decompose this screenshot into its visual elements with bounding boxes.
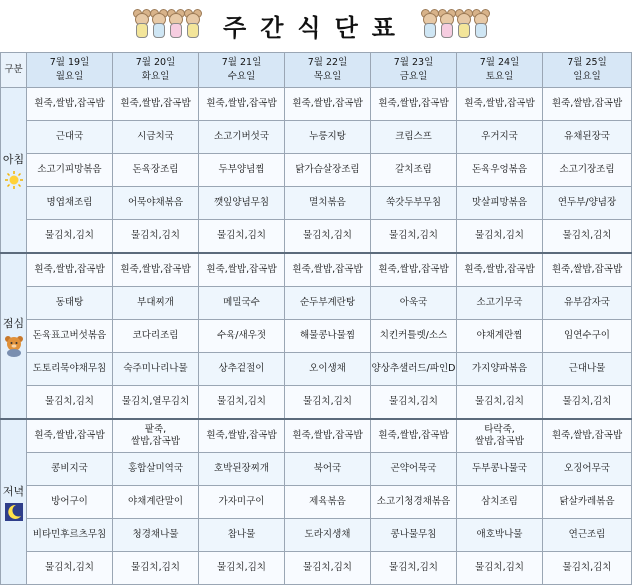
table-row (1, 453, 632, 486)
day-header (113, 53, 199, 88)
menu-cell: 흰죽,쌀밥,잡곡밥 (543, 253, 632, 287)
menu-cell: 흰죽,쌀밥,잡곡밥 (285, 419, 371, 453)
day-weekday: 토요일 (485, 71, 514, 82)
menu-cell: 유부감자국 (543, 287, 632, 320)
menu-cell: 흰죽,쌀밥,잡곡밥 (199, 88, 285, 121)
menu-cell: 치킨커틀렛/소스 (371, 320, 457, 353)
menu-cell: 물김치,김치 (285, 386, 371, 420)
menu-cell: 청경채나물 (113, 519, 199, 552)
menu-cell: 양상추샐러드/파인D (371, 353, 457, 386)
menu-cell: 동태탕 (27, 287, 113, 320)
menu-cell: 수육/새우젓 (199, 320, 285, 353)
day-header (543, 53, 632, 88)
mouse-icon (167, 9, 183, 37)
moon-icon (1, 503, 26, 521)
table-row (1, 486, 632, 519)
meal-label-cell (1, 88, 27, 254)
menu-cell: 삼치조림 (457, 486, 543, 519)
menu-cell: 근대나물 (543, 353, 632, 386)
menu-cell: 아욱국 (371, 287, 457, 320)
day-header (457, 53, 543, 88)
menu-cell: 흰죽,쌀밥,잡곡밥 (457, 253, 543, 287)
menu-cell: 닭가슴살장조림 (285, 154, 371, 187)
menu-cell: 연두부/양념장 (543, 187, 632, 220)
day-weekday: 월요일 (55, 71, 84, 82)
table-row (1, 552, 632, 585)
page-title: 주간식단표 (223, 14, 409, 42)
menu-cell: 북어국 (285, 453, 371, 486)
menu-cell: 소고기장조림 (543, 154, 632, 187)
day-header (285, 53, 371, 88)
menu-cell: 크림스프 (371, 121, 457, 154)
menu-cell: 물김치,김치 (543, 386, 632, 420)
menu-cell: 흰죽,쌀밥,잡곡밥 (199, 253, 285, 287)
table-row (1, 386, 632, 420)
menu-cell: 홍합살미역국 (113, 453, 199, 486)
menu-cell: 흰죽,쌀밥,잡곡밥 (199, 419, 285, 453)
mouse-icon (472, 9, 488, 37)
menu-cell: 우거지국 (457, 121, 543, 154)
day-date: 7월 25일 (567, 57, 607, 68)
menu-cell: 콩비지국 (27, 453, 113, 486)
menu-cell: 돈육장조림 (113, 154, 199, 187)
day-date: 7월 20일 (135, 57, 176, 68)
menu-cell: 물김치,김치 (199, 552, 285, 585)
menu-cell: 오징어무국 (543, 453, 632, 486)
menu-cell: 연근조림 (543, 519, 632, 552)
menu-cell: 물김치,김치 (371, 220, 457, 254)
menu-cell: 맛살피망볶음 (457, 187, 543, 220)
menu-table (0, 52, 632, 585)
menu-cell: 부대찌개 (113, 287, 199, 320)
menu-cell: 방어구이 (27, 486, 113, 519)
menu-cell: 상추겉절이 (199, 353, 285, 386)
menu-cell: 제육볶음 (285, 486, 371, 519)
menu-cell: 흰죽,쌀밥,잡곡밥 (371, 253, 457, 287)
menu-cell: 물김치,김치 (113, 220, 199, 254)
menu-cell: 곤약어묵국 (371, 453, 457, 486)
menu-cell: 물김치,김치 (199, 386, 285, 420)
day-header (371, 53, 457, 88)
menu-cell: 돈육표고버섯볶음 (27, 320, 113, 353)
sun-icon (1, 171, 26, 189)
meal-label: 점심 (2, 317, 25, 330)
menu-cell: 임연수구이 (543, 320, 632, 353)
menu-cell: 팥죽, 쌀밥,잡곡밥 (113, 419, 199, 453)
menu-cell: 유채된장국 (543, 121, 632, 154)
menu-cell: 소고기무국 (457, 287, 543, 320)
menu-cell: 물김치,김치 (371, 552, 457, 585)
menu-cell: 타락죽, 쌀밥,잡곡밥 (457, 419, 543, 453)
menu-cell: 물김치,김치 (285, 552, 371, 585)
menu-cell: 소고기버섯국 (199, 121, 285, 154)
menu-cell: 순두부계란탕 (285, 287, 371, 320)
day-weekday: 화요일 (141, 71, 170, 82)
table-row (1, 154, 632, 187)
menu-cell: 갈치조림 (371, 154, 457, 187)
day-date: 7월 19일 (49, 57, 90, 68)
menu-cell: 콩나물무침 (371, 519, 457, 552)
menu-cell: 흰죽,쌀밥,잡곡밥 (457, 88, 543, 121)
menu-cell: 야채계란말이 (113, 486, 199, 519)
menu-cell: 깻잎양념무침 (199, 187, 285, 220)
menu-cell: 누룽지탕 (285, 121, 371, 154)
menu-cell: 두부양념찜 (199, 154, 285, 187)
day-weekday: 목요일 (313, 71, 342, 82)
day-header (199, 53, 285, 88)
table-row (1, 187, 632, 220)
menu-cell: 비타민후르츠무침 (27, 519, 113, 552)
day-header (27, 53, 113, 88)
day-date: 7월 21일 (221, 57, 262, 68)
menu-cell: 메밀국수 (199, 287, 285, 320)
mouse-icon (455, 9, 471, 37)
mouse-icon (150, 9, 166, 37)
table-row (1, 253, 632, 287)
menu-cell: 명엽채조림 (27, 187, 113, 220)
meal-label-cell (1, 253, 27, 419)
menu-cell: 흰죽,쌀밥,잡곡밥 (285, 253, 371, 287)
menu-cell: 멸치볶음 (285, 187, 371, 220)
menu-cell: 도라지생채 (285, 519, 371, 552)
menu-cell: 오이생채 (285, 353, 371, 386)
menu-cell: 물김치,김치 (457, 386, 543, 420)
menu-cell: 어묵야채볶음 (113, 187, 199, 220)
menu-cell: 흰죽,쌀밥,잡곡밥 (113, 88, 199, 121)
table-row (1, 88, 632, 121)
mouse-icon (421, 9, 437, 37)
menu-cell: 물김치,김치 (199, 220, 285, 254)
menu-cell: 흰죽,쌀밥,잡곡밥 (27, 88, 113, 121)
menu-cell: 물김치,김치 (457, 552, 543, 585)
day-weekday: 수요일 (227, 71, 256, 82)
menu-cell: 쑥갓두부무침 (371, 187, 457, 220)
menu-cell: 흰죽,쌀밥,잡곡밥 (27, 253, 113, 287)
menu-cell: 가지양파볶음 (457, 353, 543, 386)
menu-cell: 물김치,김치 (27, 220, 113, 254)
menu-cell: 물김치,김치 (371, 386, 457, 420)
table-row (1, 320, 632, 353)
day-weekday: 일요일 (573, 71, 601, 82)
menu-cell: 근대국 (27, 121, 113, 154)
meal-label: 아침 (2, 153, 25, 166)
day-date: 7월 23일 (393, 57, 434, 68)
menu-cell: 흰죽,쌀밥,잡곡밥 (543, 419, 632, 453)
menu-cell: 물김치,열무김치 (113, 386, 199, 420)
mouse-icon (438, 9, 454, 37)
table-row (1, 419, 632, 453)
table-row (1, 287, 632, 320)
menu-cell: 물김치,김치 (457, 220, 543, 254)
day-weekday: 금요일 (399, 71, 428, 82)
mouse-decoration-left (133, 9, 200, 37)
menu-cell: 소고기피망볶음 (27, 154, 113, 187)
menu-cell: 흰죽,쌀밥,잡곡밥 (543, 88, 632, 121)
menu-cell: 물김치,김치 (285, 220, 371, 254)
meal-label: 저녁 (2, 485, 25, 498)
mouse-decoration-right (421, 9, 488, 37)
menu-cell: 참나물 (199, 519, 285, 552)
mouse-icon (184, 9, 200, 37)
menu-cell: 도토리묵야채무침 (27, 353, 113, 386)
menu-cell: 흰죽,쌀밥,잡곡밥 (27, 419, 113, 453)
bear-icon (1, 335, 26, 357)
corner-header: 구분 (1, 53, 27, 88)
menu-cell: 시금치국 (113, 121, 199, 154)
menu-cell: 닭살카레볶음 (543, 486, 632, 519)
menu-cell: 물김치,김치 (27, 386, 113, 420)
menu-cell: 흰죽,쌀밥,잡곡밥 (371, 88, 457, 121)
menu-cell: 물김치,김치 (543, 220, 632, 254)
header (0, 0, 632, 50)
table-row (1, 220, 632, 254)
menu-cell: 두부콩나물국 (457, 453, 543, 486)
menu-cell: 야채계란찜 (457, 320, 543, 353)
menu-cell: 애호박나물 (457, 519, 543, 552)
menu-cell: 호박된장찌개 (199, 453, 285, 486)
table-row (1, 519, 632, 552)
menu-cell: 해물콩나물찜 (285, 320, 371, 353)
day-date: 7월 24일 (479, 57, 520, 68)
menu-cell: 숙주미나리나물 (113, 353, 199, 386)
menu-cell: 물김치,김치 (543, 552, 632, 585)
menu-cell: 흰죽,쌀밥,잡곡밥 (371, 419, 457, 453)
menu-cell: 흰죽,쌀밥,잡곡밥 (113, 253, 199, 287)
menu-cell: 물김치,김치 (27, 552, 113, 585)
menu-cell: 물김치,김치 (113, 552, 199, 585)
meal-label-cell (1, 419, 27, 585)
menu-cell: 코다리조림 (113, 320, 199, 353)
table-row (1, 121, 632, 154)
menu-cell: 가자미구이 (199, 486, 285, 519)
menu-cell: 돈육우엉볶음 (457, 154, 543, 187)
day-date: 7월 22일 (307, 57, 348, 68)
table-row (1, 353, 632, 386)
menu-cell: 흰죽,쌀밥,잡곡밥 (285, 88, 371, 121)
menu-cell: 소고기청경채볶음 (371, 486, 457, 519)
mouse-icon (133, 9, 149, 37)
